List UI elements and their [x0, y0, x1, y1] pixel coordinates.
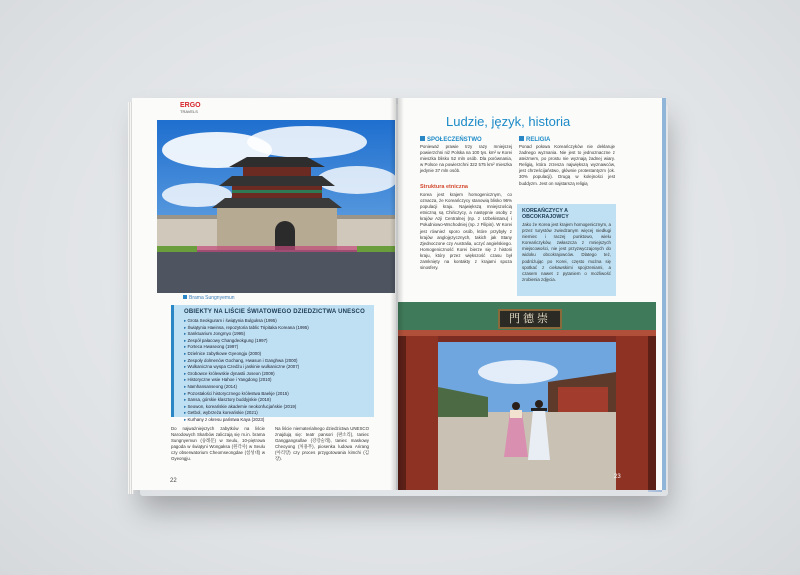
list-item: ▸ Świątynia Haeinsa, repozytoria tablic Tripitaka Koreana (1995)	[184, 325, 309, 332]
koreans-heading: KOREAŃCZYCY A OBCOKRAJOWCY	[522, 208, 569, 221]
list-item: ▸ Historyczne wsie Hahoe i Yangdong (2010)	[184, 377, 309, 384]
unesco-box	[171, 305, 374, 422]
heading-society: SPOŁECZEŃSTWO	[420, 136, 482, 143]
photo-sungnyemun-gate	[157, 120, 395, 293]
figure-man	[528, 400, 550, 460]
list-item: ▸ Seowon, koreańskie akademie neokonfucjańskie (2019)	[184, 404, 309, 411]
body-text-col1: Do najważniejszych zabytków na liście Narodowych Skarbów zaliczają się m.in. brama Sungnyemun (숭례문) w Seulu, 10-piętrowa pagoda w świątyni Wongaksa (원각사) w Seulu czy obserwatorium Cheomseongdae (첨성대) w Gyeongju.	[171, 426, 265, 462]
koreans-text: Jako że Korea jest krajem homogenicznym, a przez turystów zwiedzanym więcej niedługi niemiec i raczej punktowo, wielu Koreańczyków, zwłaszcza z mniejszych miejscowości, nie jest przyzwyczajonych do widoku obcokrajowców. Dlatego też, podróżując po Korei, często można się spotkać z ciekawskimi spojrzeniami, a czasem nawet z pytaniem o możliwość zrobienia zdjęcia.	[522, 222, 611, 282]
list-item: ▸ Dzielnice zabytkowe Gyeongju (2000)	[184, 351, 309, 358]
list-item: ▸ Namhansanseong (2014)	[184, 384, 309, 391]
heading-religion: RELIGIA	[519, 136, 550, 143]
list-item: ▸ Wulkaniczna wyspa Czedżu i jaskinie wulkaniczne (2007)	[184, 364, 309, 371]
page-title: Ludzie, język, historia	[446, 114, 571, 129]
right-page	[398, 98, 666, 490]
photo-palace-gate	[398, 302, 656, 490]
list-item: ▸ Kurhany z okresu państwa Kaya (2023)	[184, 417, 309, 424]
list-item: ▸ Zespół pałacowy Changdeokgung (1997)	[184, 338, 309, 345]
book-gutter	[390, 98, 404, 490]
list-item: ▸ Pozostałości historycznego królestwa Baekje (2015)	[184, 391, 309, 398]
page-number-left: 22	[170, 478, 177, 484]
list-item: ▸ Getbol, wybrzeża koreańskie (2021)	[184, 410, 309, 417]
list-item: ▸ Grobowce królewskie dynastii Joseon (2009)	[184, 371, 309, 378]
palace-sign: 門德崇	[498, 309, 562, 329]
photo-caption: Brama Sungnyemun	[183, 295, 235, 301]
page-number-right: 23	[614, 474, 621, 480]
koreans-box	[517, 204, 616, 296]
unesco-title: OBIEKTY NA LIŚCIE ŚWIATOWEGO DZIEDZICTWA UNESCO	[184, 309, 365, 315]
religion-text: Ponad połowa Koreańczyków nie deklaruje żadnego wyznania. Nie jest to jednoznaczne z ateizmem, po prostu nie wyznają żadnej wiary. Religią, która zrzesza największą wyznawców, jest chrześcijaństwo, głównie protestantyzm (ok. 30% populacji). Drugą w kolejności jest buddyzm. Jest on najstarszą religią	[519, 144, 615, 186]
brand-logo: ERGO TRAVELS	[180, 102, 201, 114]
list-item: ▸ Grota Seokguram i świątynia Bulguksa (1995)	[184, 318, 309, 325]
body-text-col2: Na liście niematerialnego dziedzictwa UNESCO znajdują się: teatr pansori (판소리), taniec Ganggangsullae (강강술래), taniec maskowy Cheoyong (처용무), piosenka ludowa Arirang (아리랑) czy proces przygotowania kimchi (김장).	[275, 426, 369, 462]
list-item: ▸ Zespoły dolmenów Gochang, Hwasun i Ganghwa (2000)	[184, 358, 309, 365]
ethnic-text: Korea jest krajem homogenicznym, co oznacza, że Koreańczycy stanowią blisko 96% populacji kraju. Największą mniejszością etniczną są Chińczycy, a następnie osoby z krajów Azji Centralnej (np. z Uzbekistanu) i Południowo-Wschodniej (np. z Filipin). W Korei jest również sporo osób, które przybyły z krajów anglojęzycznych, takich jak Stany Zjednoczone czy Australia, uczyć angielskiego. Homogeniczność Korei bierze się z historii kraju, który przez większość czasu był zamknięty na kontakty z krajami spoza sinosfery.	[420, 192, 512, 271]
list-item: ▸ Sansa, górskie klasztory buddyjskie (2018)	[184, 397, 309, 404]
left-page	[132, 98, 396, 490]
list-item: ▸ Sanktuarium Jongmyo (1995)	[184, 331, 309, 338]
society-text: Ponieważ prawie trzy razy mniejszej powierzchni niż Polska na 100 tys. km² w Korei mieszka blisko 52 mln osób. Dla porównania, w Polsce na powierzchni 322 575 km² mieszka jedynie 37 mln osób.	[420, 144, 512, 174]
list-item: ▸ Forteca Hwaseong (1997)	[184, 344, 309, 351]
page-edge-strip	[662, 98, 666, 490]
unesco-list	[184, 318, 309, 424]
subheading-ethnic: Struktura etniczna	[420, 184, 468, 190]
